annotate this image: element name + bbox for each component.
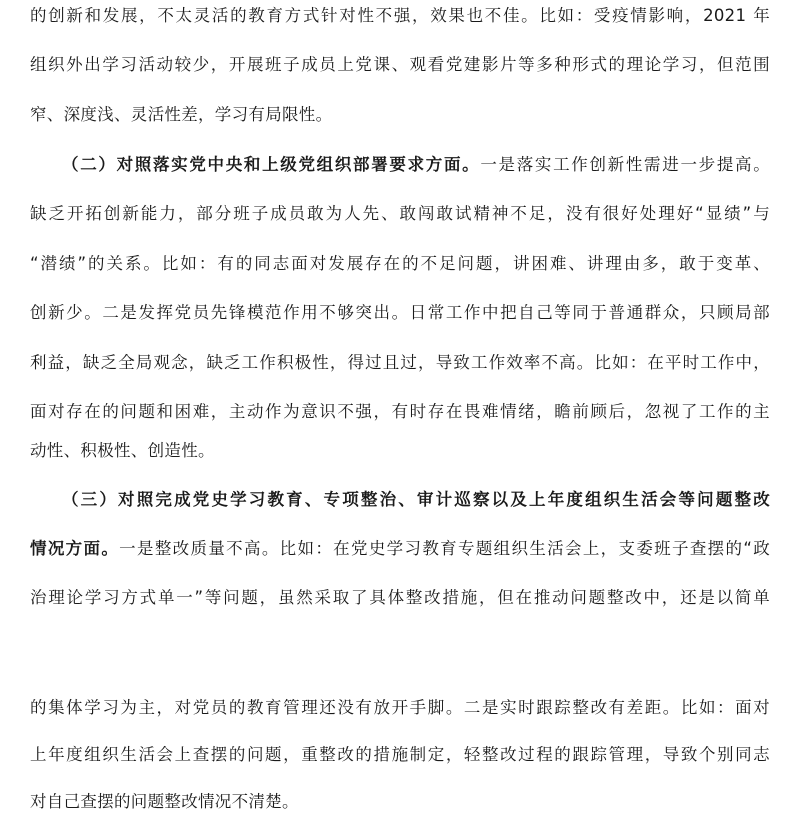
paragraph-line: 窄、深度浅、灵活性差，学习有局限性。: [30, 105, 333, 124]
paragraph-line: 的创新和发展，不太灵活的教育方式针对性不强，效果也不佳。比如：受疫情影响，2021 年: [30, 6, 770, 25]
paragraph-line: 缺乏开拓创新能力，部分班子成员敢为人先、敢闯敢试精神不足，没有很好处理好“显绩”与: [30, 204, 770, 223]
paragraph-line: 利益，缺乏全局观念，缺乏工作积极性，得过且过，导致工作效率不高。比如：在平时工作中，: [30, 353, 770, 372]
paragraph-line: “潜绩”的关系。比如：有的同志面对发展存在的不足问题，讲困难、讲理由多，敢于变革、: [30, 254, 770, 273]
section-heading: （三）对照完成党史学习教育、专项整治、审计巡察以及上年度组织生活会等问题整改: [62, 490, 770, 509]
paragraph-line: 面对存在的问题和困难，主动作为意识不强，有时存在畏难情绪，瞻前顾后，忽视了工作的主: [30, 402, 770, 421]
paragraph-line: 创新少。二是发挥党员先锋模范作用不够突出。日常工作中把自己等同于普通群众，只顾局部: [30, 303, 770, 322]
paragraph-line: 组织外出学习活动较少，开展班子成员上党课、观看党建影片等多种形式的理论学习，但范围: [30, 55, 770, 74]
paragraph-line: 治理论学习方式单一”等问题，虽然采取了具体整改措施，但在推动问题整改中，还是以简单: [30, 588, 770, 607]
section-heading: （二）对照落实党中央和上级党组织部署要求方面。: [62, 155, 481, 174]
paragraph-line: 动性、积极性、创造性。: [30, 441, 215, 460]
paragraph-line: 对自己查摆的问题整改情况不清楚。: [30, 792, 299, 811]
paragraph-line: 的集体学习为主，对党员的教育管理还没有放开手脚。二是实时跟踪整改有差距。比如：面对: [30, 698, 770, 717]
paragraph-text: 一是整改质量不高。比如：在党史学习教育专题组织生活会上，支委班子查摆的“政: [119, 539, 770, 558]
section-heading-cont: 情况方面。: [30, 539, 120, 558]
paragraph-line: 上年度组织生活会上查摆的问题，重整改的措施制定，轻整改过程的跟踪管理，导致个别同志: [30, 745, 770, 764]
paragraph-line: [62, 151, 770, 179]
paragraph-line: [30, 535, 770, 563]
paragraph-text: 一是落实工作创新性需进一步提高。: [480, 155, 770, 174]
